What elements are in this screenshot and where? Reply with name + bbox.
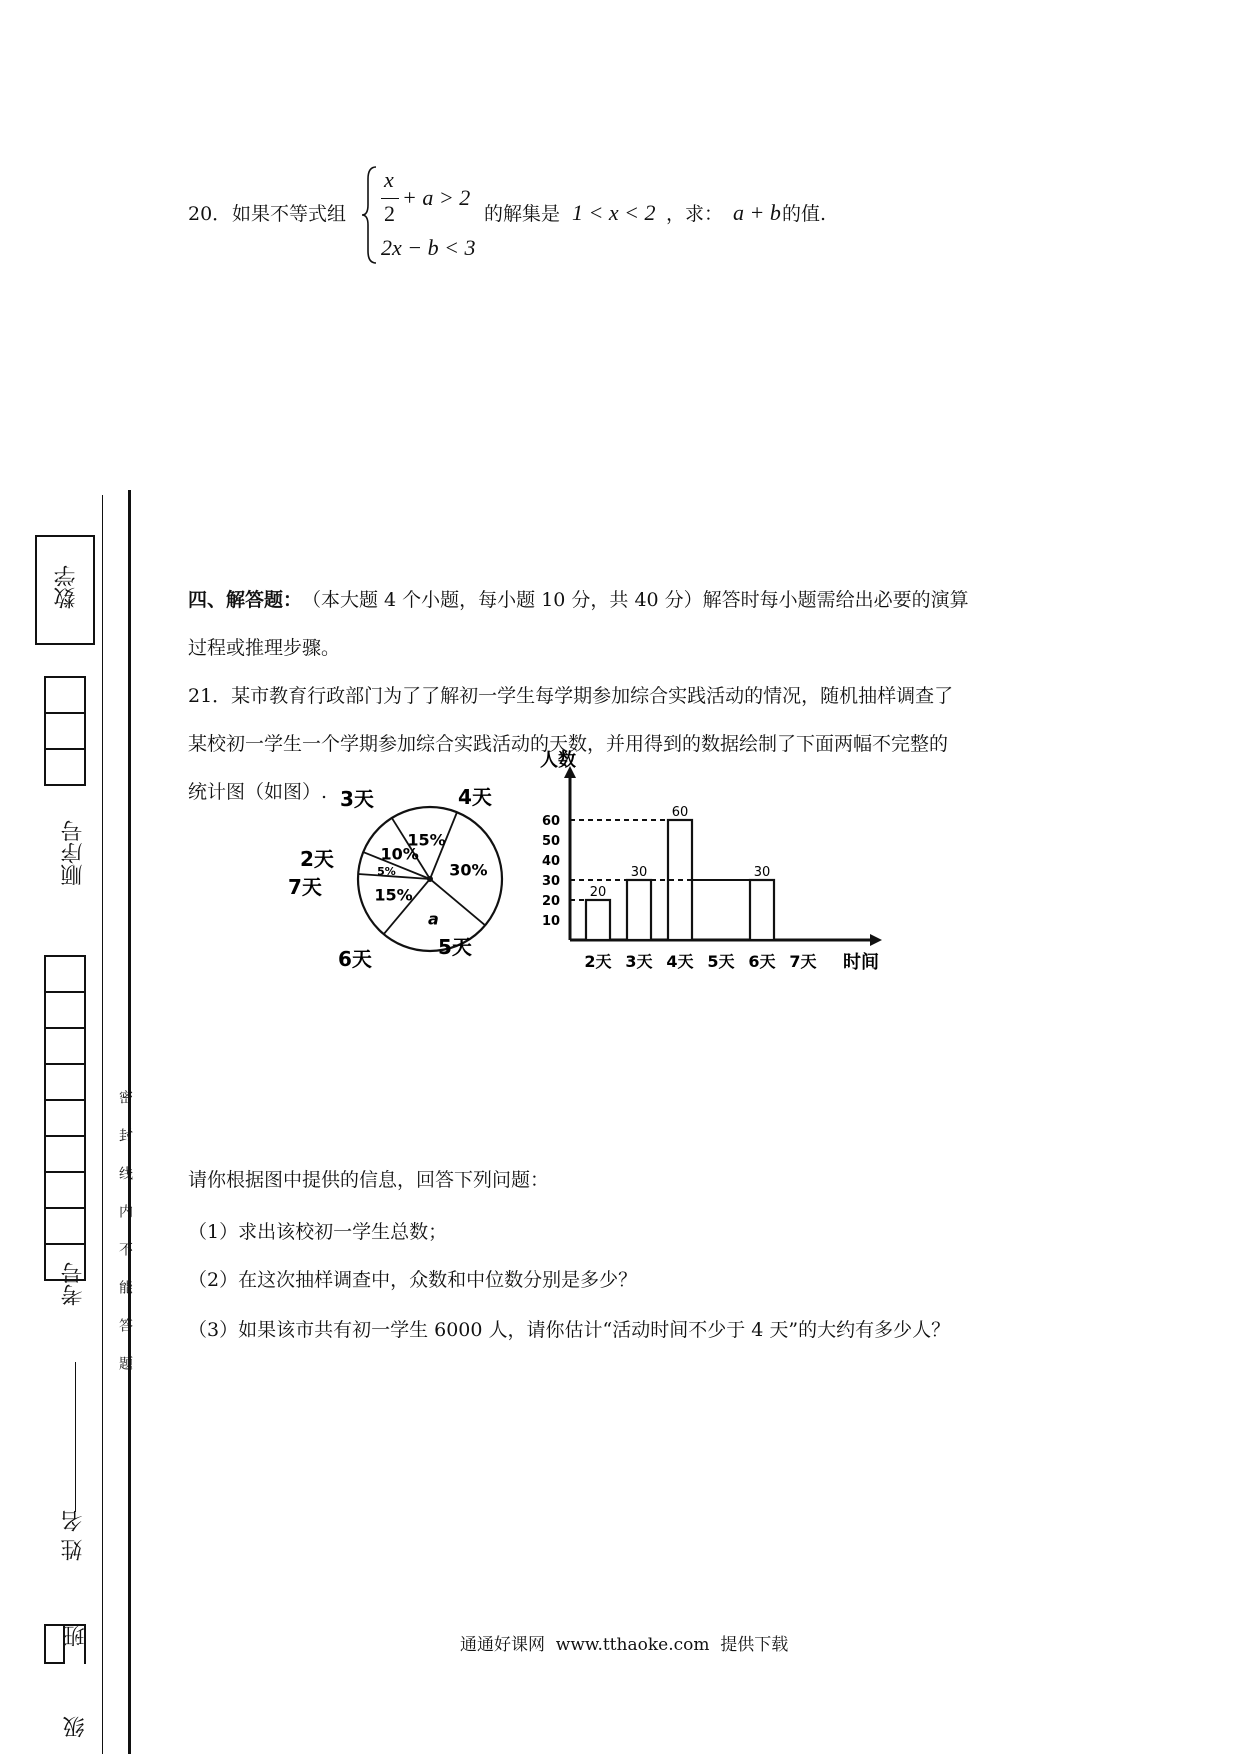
bar-value-label: 60 — [671, 805, 689, 820]
y-tick-label: 60 — [542, 814, 561, 829]
eq1-denominator: 2 — [384, 201, 395, 226]
x-tick-label: 3天 — [625, 952, 653, 971]
y-tick-label: 50 — [542, 834, 561, 849]
q21-line-3: 统计图（如图）. — [188, 781, 328, 803]
bar — [586, 900, 610, 940]
section-4-desc: （本大题 4 个小题，每小题 10 分，共 40 分）解答时每小题需给出必要的演算 — [302, 589, 969, 611]
y-tick-label: 40 — [542, 854, 561, 869]
bar-value-label: 30 — [753, 865, 771, 880]
pie-chart — [288, 785, 520, 972]
bar — [750, 880, 774, 940]
q20-lead: 如果不等式组 — [232, 203, 347, 225]
x-tick-label: 2天 — [584, 952, 612, 971]
pie-category-label: 4天 — [458, 785, 492, 809]
q21-sub-2: （2）在这次抽样调查中，众数和中位数分别是多少？ — [188, 1269, 638, 1291]
y-tick-label: 10 — [542, 914, 561, 929]
y-axis-label: 人数 — [540, 750, 576, 771]
bar-value-label: 30 — [630, 865, 648, 880]
bar — [627, 880, 651, 940]
x-tick-label: 4天 — [666, 952, 694, 971]
x-axis-label: 时间 — [843, 952, 879, 973]
order-number-boxes[interactable] — [44, 676, 86, 786]
y-tick-label: 30 — [542, 874, 561, 889]
grade-label: 级 — [63, 1716, 88, 1738]
subject-label: 数学 — [54, 565, 79, 609]
x-tick-label: 7天 — [789, 952, 817, 971]
pie-slice-value: 10% — [380, 844, 419, 864]
eq2: 2x − b < 3 — [381, 235, 476, 260]
bar-value-label: 20 — [589, 885, 607, 900]
q21-line-1: 21．某市教育行政部门为了了解初一学生每学期参加综合实践活动的情况，随机抽样调查了 — [188, 685, 954, 707]
pie-slice-value: a — [428, 909, 439, 929]
section-4-title: 四、解答题： — [188, 589, 303, 611]
q20-expr: a + b — [733, 200, 781, 225]
footer-text: 通通好课网 www.tthaoke.com 提供下载 — [460, 1635, 789, 1655]
name-label: 姓 名 — [61, 1510, 86, 1561]
x-tick-label: 6天 — [748, 952, 776, 971]
pie-slice-value: 15% — [407, 830, 446, 850]
q21-prompt: 请你根据图中提供的信息，回答下列问题： — [188, 1169, 550, 1191]
pie-center — [427, 876, 433, 882]
q20-tail: 的值. — [782, 203, 827, 225]
q20-ask: ，求： — [666, 203, 724, 225]
q20-range: 1 < x < 2 — [572, 200, 656, 225]
name-underline[interactable] — [75, 1362, 76, 1512]
x-axis-arrow — [870, 934, 882, 946]
seal-line-text: 密封线内不能答题 — [117, 1090, 133, 1394]
exam-number-label: 考号 — [61, 1262, 86, 1306]
class-label: 班 — [63, 1625, 88, 1647]
y-tick-label: 20 — [542, 894, 561, 909]
x-tick-label: 5天 — [707, 952, 735, 971]
eq1-numerator: x — [384, 167, 394, 192]
q21-line-2: 某校初一学生一个学期参加综合实践活动的天数，并用得到的数据绘制了下面两幅不完整的 — [188, 733, 949, 755]
pie-category-label: 2天 — [300, 847, 334, 871]
margin-line-thin — [102, 495, 103, 1754]
pie-category-label: 6天 — [338, 947, 372, 971]
q21-sub-1: （1）求出该校初一学生总数； — [188, 1221, 448, 1243]
q21-sub-3: （3）如果该市共有初一学生 6000 人，请你估计“活动时间不少于 4 天”的大约有多少人？ — [188, 1319, 951, 1341]
pie-slice-value: 5% — [377, 864, 396, 878]
subject-box — [35, 535, 95, 645]
pie-slice-value: 30% — [449, 860, 488, 880]
order-number-label: 顺序号 — [61, 820, 86, 886]
q20-number: 20． — [188, 203, 232, 225]
system-brace — [362, 165, 378, 265]
q20-mid: 的解集是 — [484, 203, 561, 225]
bar-chart — [520, 750, 910, 974]
eq1-fraction-bar — [381, 198, 399, 199]
eq1-rest: + a > 2 — [402, 185, 471, 210]
pie-category-label: 7天 — [288, 875, 322, 899]
pie-category-label: 5天 — [438, 935, 472, 959]
exam-number-boxes[interactable] — [44, 955, 86, 1281]
pie-slice-value: 15% — [374, 885, 413, 905]
section-4-desc-2: 过程或推理步骤。 — [188, 637, 341, 659]
pie-category-label: 3天 — [340, 787, 374, 811]
